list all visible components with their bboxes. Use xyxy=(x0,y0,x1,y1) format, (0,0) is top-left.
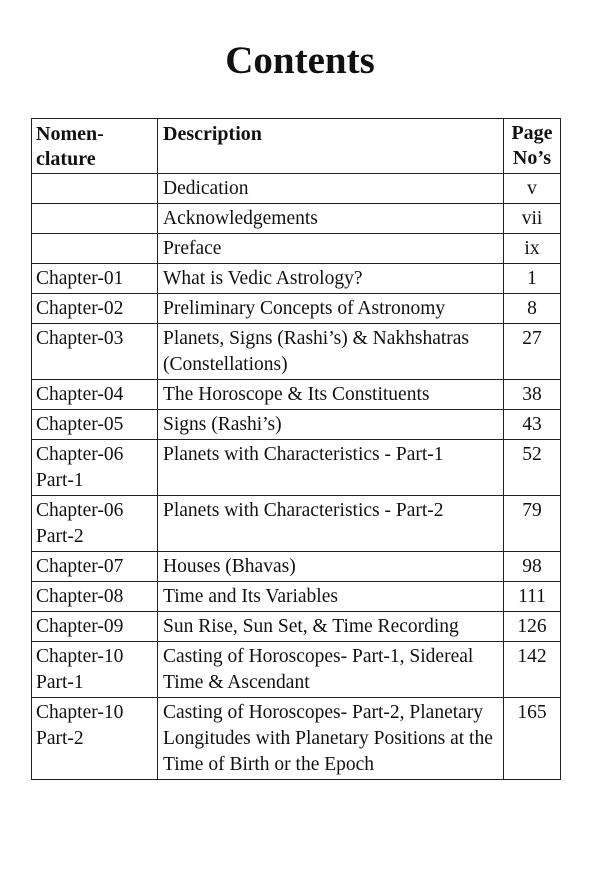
header-nomenclature: Nomen- clature xyxy=(32,119,158,174)
row-page: 27 xyxy=(504,324,561,380)
row-description: Time and Its Variables xyxy=(158,582,504,612)
row-nomenclature: Chapter-10 Part-2 xyxy=(32,698,158,780)
table-row xyxy=(32,440,561,496)
row-page: v xyxy=(504,174,561,204)
row-nomenclature: Chapter-05 xyxy=(32,410,158,440)
table-row xyxy=(32,294,561,324)
row-description: Preface xyxy=(158,234,504,264)
row-nomenclature xyxy=(32,174,158,204)
table-row xyxy=(32,234,561,264)
row-page: 1 xyxy=(504,264,561,294)
table-row xyxy=(32,612,561,642)
row-description: Planets with Characteristics - Part-2 xyxy=(158,496,504,552)
row-page: 79 xyxy=(504,496,561,552)
row-nomenclature: Chapter-01 xyxy=(32,264,158,294)
row-nomenclature: Chapter-02 xyxy=(32,294,158,324)
row-description: The Horoscope & Its Constituents xyxy=(158,380,504,410)
row-nomenclature xyxy=(32,204,158,234)
row-description: Casting of Horoscopes- Part-2, Planetary Longitudes with Planetary Positions at the Time of Birth or the Epoch xyxy=(158,698,504,780)
row-nomenclature: Chapter-09 xyxy=(32,612,158,642)
table-row xyxy=(32,410,561,440)
row-description: Houses (Bhavas) xyxy=(158,552,504,582)
table-row xyxy=(32,174,561,204)
table-row xyxy=(32,264,561,294)
row-page: 142 xyxy=(504,642,561,698)
table-row xyxy=(32,204,561,234)
row-page: vii xyxy=(504,204,561,234)
row-page: 111 xyxy=(504,582,561,612)
table-row xyxy=(32,642,561,698)
table-row xyxy=(32,496,561,552)
row-page: 52 xyxy=(504,440,561,496)
row-description: Planets with Characteristics - Part-1 xyxy=(158,440,504,496)
table-row xyxy=(32,552,561,582)
row-description: Dedication xyxy=(158,174,504,204)
row-description: Planets, Signs (Rashi’s) & Nakhshatras (Constellations) xyxy=(158,324,504,380)
header-row xyxy=(32,119,561,174)
header-page: Page No’s xyxy=(504,119,561,174)
table-row xyxy=(32,324,561,380)
contents-table xyxy=(31,118,561,780)
row-description: Acknowledgements xyxy=(158,204,504,234)
row-page: 43 xyxy=(504,410,561,440)
row-page: 38 xyxy=(504,380,561,410)
row-description: Preliminary Concepts of Astronomy xyxy=(158,294,504,324)
row-description: What is Vedic Astrology? xyxy=(158,264,504,294)
row-description: Casting of Horoscopes- Part-1, Sidereal Time & Ascendant xyxy=(158,642,504,698)
row-description: Sun Rise, Sun Set, & Time Recording xyxy=(158,612,504,642)
table-row xyxy=(32,380,561,410)
row-page: 165 xyxy=(504,698,561,780)
row-nomenclature: Chapter-03 xyxy=(32,324,158,380)
row-nomenclature: Chapter-10 Part-1 xyxy=(32,642,158,698)
row-nomenclature: Chapter-07 xyxy=(32,552,158,582)
row-nomenclature: Chapter-08 xyxy=(32,582,158,612)
row-page: 98 xyxy=(504,552,561,582)
table-row xyxy=(32,698,561,780)
row-page: ix xyxy=(504,234,561,264)
header-description: Description xyxy=(158,119,504,174)
row-nomenclature: Chapter-04 xyxy=(32,380,158,410)
row-nomenclature xyxy=(32,234,158,264)
row-nomenclature: Chapter-06 Part-2 xyxy=(32,496,158,552)
table-row xyxy=(32,582,561,612)
row-description: Signs (Rashi’s) xyxy=(158,410,504,440)
page-title: Contents xyxy=(225,39,375,82)
row-nomenclature: Chapter-06 Part-1 xyxy=(32,440,158,496)
row-page: 126 xyxy=(504,612,561,642)
row-page: 8 xyxy=(504,294,561,324)
